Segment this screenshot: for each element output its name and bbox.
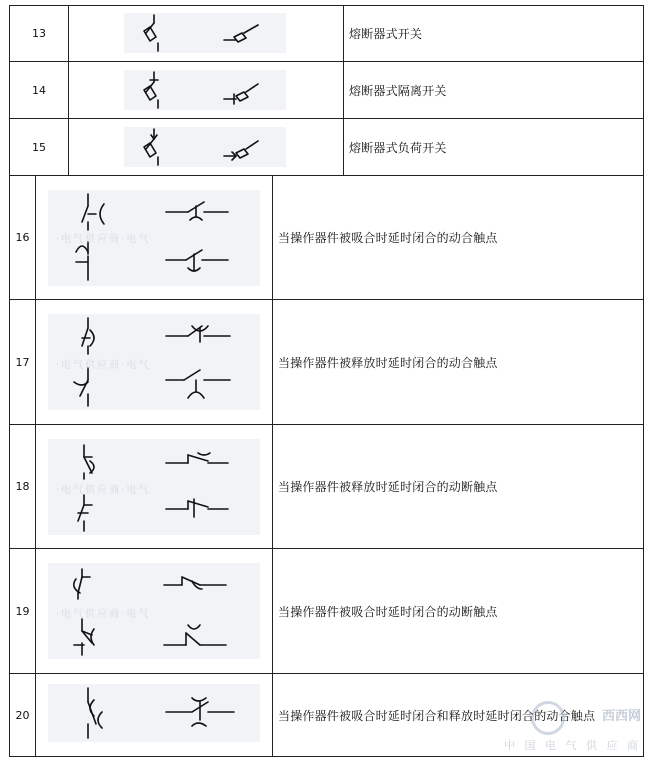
gear-icon [531,701,565,735]
symbol-cell [35,673,273,757]
symbol-cell [35,424,273,549]
row-number: 16 [9,175,36,300]
watermark-logo [491,701,641,753]
fuse-load-switch-symbol [124,127,286,167]
row-number: 20 [9,673,36,757]
delay-break-on-release-symbol: ·电气供应商·电气 [48,439,260,535]
row-number: 14 [9,61,69,119]
row-number: 19 [9,548,36,674]
symbol-description: 当操作器件被吸合时延时闭合和释放时延时闭合的动合触点 [272,673,644,757]
symbol-description: 熔断器式开关 [343,5,644,62]
table-row [0,118,644,176]
delay-break-on-pickup-symbol: ·电气供应商·电气 [48,563,260,659]
symbol-cell [35,548,273,674]
fuse-switch-symbol [124,13,286,53]
table-row [0,424,644,549]
delay-make-on-pickup-and-release-symbol [48,684,260,742]
delay-make-on-pickup-symbol: ·电气供应商·电气 [48,190,260,286]
symbol-cell [35,175,273,300]
table-row [0,61,644,119]
delay-make-on-release-symbol: ·电气供应商·电气 [48,314,260,410]
row-number: 15 [9,118,69,176]
symbol-description: 熔断器式隔离开关 [343,61,644,119]
symbol-description: 当操作器件被释放时延时闭合的动断触点 [272,424,644,549]
row-number: 13 [9,5,69,62]
row-number: 17 [9,299,36,425]
row-number: 18 [9,424,36,549]
table-row [0,548,644,674]
table-row [0,5,644,62]
symbol-cell [68,118,344,176]
symbol-cell [35,299,273,425]
symbol-description: 当操作器件被释放时延时闭合的动合触点 [272,299,644,425]
symbol-cell [68,5,344,62]
symbol-description: 当操作器件被吸合时延时闭合的动合触点 [272,175,644,300]
symbol-description: 熔断器式负荷开关 [343,118,644,176]
table-row [0,299,644,425]
table-row [0,175,644,300]
watermark-bottom-text: 中 国 电 气 供 应 商 [504,739,641,752]
symbol-cell [68,61,344,119]
watermark-top-text: 西西网 [601,709,641,724]
fuse-disconnector-symbol [124,70,286,110]
symbol-description: 当操作器件被吸合时延时闭合的动断触点 [272,548,644,674]
